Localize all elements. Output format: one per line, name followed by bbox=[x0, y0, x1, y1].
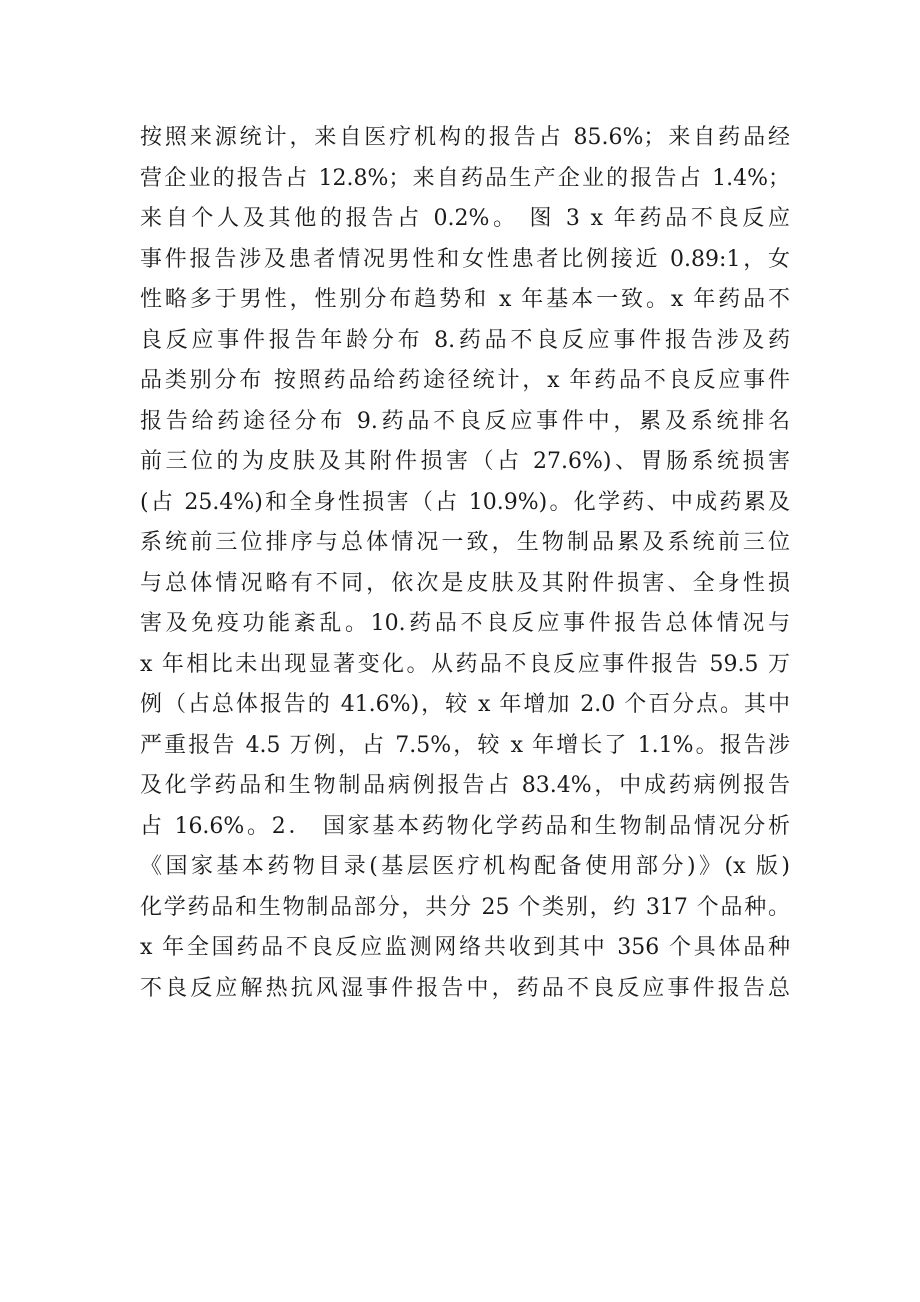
text-line: 良反应事件报告年龄分布 8.药品不良反应事件报告涉及药 bbox=[140, 327, 790, 353]
text-line: x 年相比未出现显著变化。从药品不良反应事件报告 59.5 万 bbox=[140, 651, 790, 677]
text-line: 来自个人及其他的报告占 0.2%。 图 3 x 年药品不良反应 bbox=[140, 206, 790, 231]
text-line: 不良反应解热抗风湿事件报告中，药品不良反应事件报告总 bbox=[140, 975, 790, 1001]
text-line: 系统前三位排序与总体情况一致，生物制品累及系统前三位 bbox=[140, 530, 790, 555]
text-line: 占 16.6%。2． 国家基本药物化学药品和生物制品情况分析 bbox=[140, 813, 790, 839]
text-line: 化学药品和生物制品部分，共分 25 个类别，约 317 个品种。 bbox=[140, 894, 790, 920]
text-line: 与总体情况略有不同，依次是皮肤及其附件损害、全身性损 bbox=[140, 570, 790, 596]
text-line: x 年全国药品不良反应监测网络共收到其中 356 个具体品种 bbox=[140, 935, 790, 960]
text-line: 严重报告 4.5 万例，占 7.5%，较 x 年增长了 1.1%。报告涉 bbox=[140, 732, 790, 758]
text-line: 营企业的报告占 12.8%；来自药品生产企业的报告占 1.4%； bbox=[140, 165, 790, 191]
text-line: 例（占总体报告的 41.6%)，较 x 年增加 2.0 个百分点。其中 bbox=[140, 692, 790, 717]
text-line: 报告给药途径分布 9.药品不良反应事件中，累及系统排名 bbox=[140, 408, 790, 434]
text-line: 事件报告涉及患者情况男性和女性患者比例接近 0.89:1，女 bbox=[140, 246, 790, 272]
text-line: 性略多于男性，性别分布趋势和 x 年基本一致。x 年药品不 bbox=[140, 287, 790, 312]
text-line: 前三位的为皮肤及其附件损害（占 27.6%)、胃肠系统损害 bbox=[140, 449, 790, 474]
text-line: 害及免疫功能紊乱。10.药品不良反应事件报告总体情况与 bbox=[140, 611, 790, 636]
text-line: 按照来源统计，来自医疗机构的报告占 85.6%；来自药品经 bbox=[140, 125, 790, 150]
body-text bbox=[140, 118, 790, 1009]
text-line: 《国家基本药物目录(基层医疗机构配备使用部分)》(x 版) bbox=[140, 854, 790, 879]
text-line: 及化学药品和生物制品病例报告占 83.4%，中成药病例报告 bbox=[140, 773, 790, 798]
text-line: 品类别分布 按照药品给药途径统计，x 年药品不良反应事件 bbox=[140, 368, 790, 393]
text-line: (占 25.4%)和全身性损害（占 10.9%)。化学药、中成药累及 bbox=[140, 489, 790, 515]
